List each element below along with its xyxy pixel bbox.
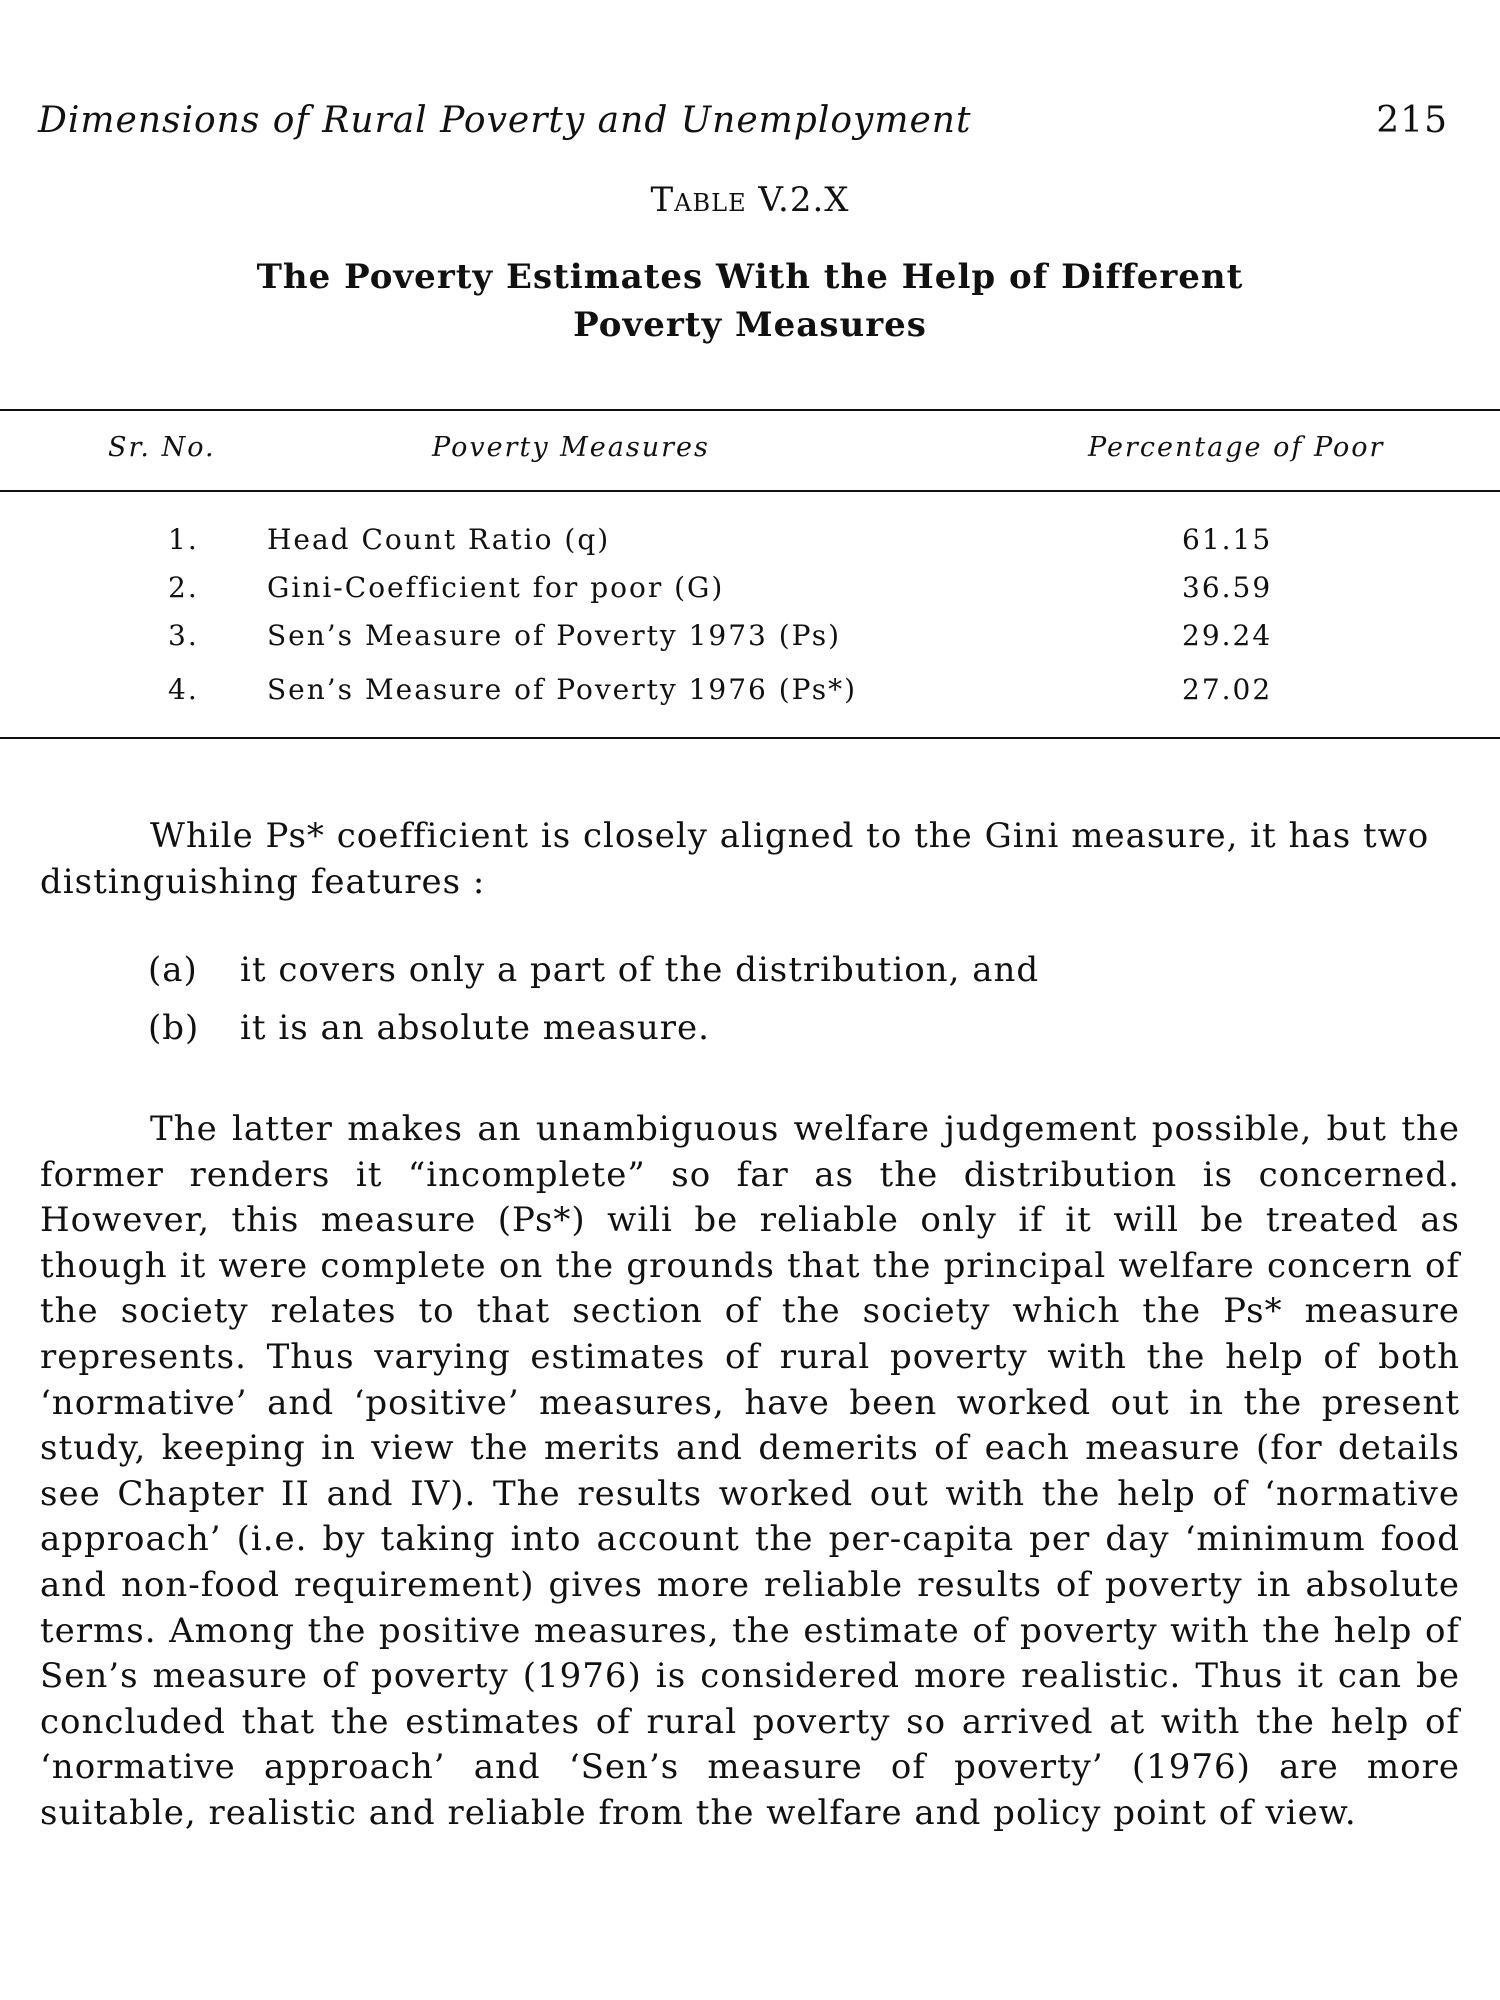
row-percentage: 29.24 (1182, 619, 1273, 652)
row-sr-no: 3. (168, 619, 199, 652)
intro-paragraph: While Ps* coefficient is closely aligned to the Gini measure, it has two distinguishing features : (40, 816, 1430, 902)
table-label: Table V.2.X (650, 180, 850, 220)
table-bottom-rule (0, 737, 1500, 739)
row-sr-no: 1. (168, 523, 199, 556)
row-measure: Sen’s Measure of Poverty 1976 (Ps*) (267, 673, 858, 706)
table-top-rule (0, 409, 1500, 411)
table-header-row (0, 432, 1500, 472)
column-header-sr-no: Sr. No. (108, 432, 216, 463)
column-header-poverty-measures: Poverty Measures (432, 432, 710, 463)
table-header-rule (0, 490, 1500, 492)
page-number: 215 (1376, 100, 1448, 141)
running-title: Dimensions of Rural Poverty and Unemployment (38, 100, 972, 141)
list-marker: (a) (148, 950, 198, 990)
list-text: it is an absolute measure. (240, 1008, 710, 1048)
list-marker: (b) (148, 1008, 200, 1048)
table-title-line-2: Poverty Measures (573, 305, 927, 345)
table-title-line-1: The Poverty Estimates With the Help of Different (256, 257, 1244, 297)
row-percentage: 27.02 (1182, 673, 1273, 706)
table-row (0, 523, 1500, 563)
list-text: it covers only a part of the distribution, and (240, 950, 1040, 990)
row-sr-no: 2. (168, 571, 199, 604)
row-measure: Gini-Coefficient for poor (G) (267, 571, 725, 604)
list-item (148, 1008, 710, 1048)
running-head (38, 100, 1448, 150)
row-sr-no: 4. (168, 673, 199, 706)
table-row (0, 619, 1500, 659)
row-measure: Head Count Ratio (q) (267, 523, 611, 556)
list-item (148, 950, 1039, 990)
table-title (200, 253, 1300, 349)
row-percentage: 36.59 (1182, 571, 1273, 604)
row-percentage: 61.15 (1182, 523, 1273, 556)
conclusion-paragraph: The latter makes an unambiguous welfare judgement possible, but the former renders it “incomplete” so far as the distribution is concerned. However, this measure (Ps*) wili be reliable only if it will be treated as though it were complete on the grounds that the principal welfare concern of the society relates to that section of the society which the Ps* measure represents. Thus varying estimates of rural poverty with the help of both ‘normative’ and ‘positive’ measures, have been worked out in the present study, keeping in view the merits and demerits of each measure (for details see Chapter II and IV). The results worked out with the help of ‘normative approach’ (i.e. by taking into account the per-capita per day ‘minimum food and non-food requirement) gives more reliable results of poverty in absolute terms. Among the positive measures, the estimate of poverty with the help of Sen’s measure of poverty (1976) is considered more realistic. Thus it can be concluded that the estimates of rural poverty so arrived at with the help of ‘normative approach’ and ‘Sen’s measure of poverty’ (1976) are more suitable, realistic and reliable from the welfare and policy point of view. (40, 1109, 1460, 1833)
column-header-percentage-of-poor: Percentage of Poor (1088, 432, 1385, 463)
row-measure: Sen’s Measure of Poverty 1973 (Ps) (267, 619, 842, 652)
table-row (0, 571, 1500, 611)
table-row (0, 673, 1500, 713)
